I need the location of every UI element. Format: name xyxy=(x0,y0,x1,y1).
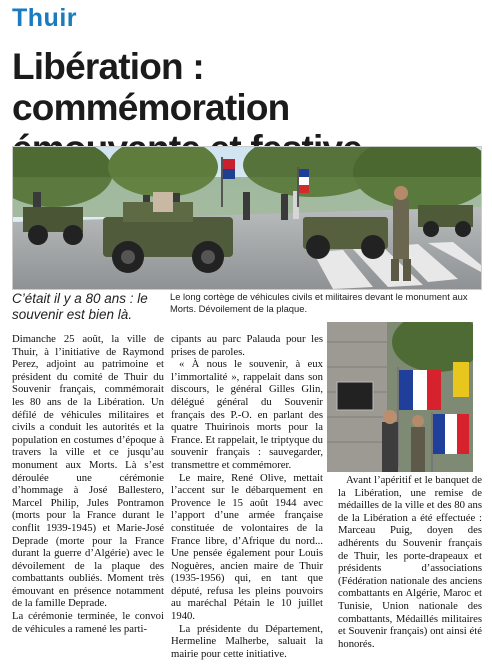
article-column-3 xyxy=(338,474,482,650)
paragraph: Dimanche 25 août, la ville de Thuir, à l’initiative de Raymond Perez, adjoint au patrimoine et président du comité de Thuir du Souvenir français, commémorait les 80 ans de la Libération. Un défilé de véhicules militaires et civils a conduit les autorités et la population en costumes d’époque à travers la ville et ce jusqu’au monument aux Morts. Là s’est déroulée une cérémonie d’hommage à José Ballestero, Marcel Philip, Jules Pontramon (morts pour la France durant le conflit 1939-1945) et Marie-José Deprade (morte pour la France durant la guerre d’Algérie) avec le dévoilement de la plaque des combattants oubliés. Moment très émouvant en présence notamment de la famille Deprade. xyxy=(12,333,164,610)
article-column-2 xyxy=(171,333,323,660)
paragraph: cipants au parc Palauda pour les prises de paroles. xyxy=(171,333,323,358)
main-photo-caption: Le long cortège de véhicules civils et militaires devant le monument aux Morts. Dévoilement de la plaque. xyxy=(170,291,468,314)
main-photo xyxy=(12,146,482,290)
paragraph: « À nous le souvenir, à eux l’immortalité », rappelait dans son discours, le général Gilles Glin, délégué général du Souvenir français des P.-O. en parlant des quatre Thuirinois morts pour la France. Et rappelait, le triptyque du souvenir français : sauvegarder, transmettre et commémorer. xyxy=(171,358,323,471)
article-column-1 xyxy=(12,333,164,635)
paragraph: Le maire, René Olive, mettait l’accent sur le débarquement en Provence le 15 août 1944 avec l’apport d’une armée française constituée de volontaires de la France libre, d’Afrique du nord... Une pensée également pour Louis Noguères, ancien maire de Thuir (1935-1956) qui, en tant que député, refusa les pleins pouvoirs au maréchal Pétain le 10 juillet 1940. xyxy=(171,471,323,623)
town-name: Thuir xyxy=(12,4,77,32)
headline: Libération : commémoration xyxy=(12,46,290,128)
kicker: C’était il y a 80 ans : le souvenir est bien là. xyxy=(12,291,148,322)
side-photo xyxy=(327,322,473,472)
paragraph: La cérémonie terminée, le convoi de véhicules a ramené les parti- xyxy=(12,610,164,635)
paragraph: La présidente du Département, Hermeline Malherbe, saluait la mairie pour cette initiative. xyxy=(171,622,323,660)
paragraph: Avant l’apéritif et le banquet de la Libération, une remise de médailles de la ville et des 80 ans de la Libération a été effectuée : Marceau Puig, doyen des adhérents du Souvenir français de Thuir, les porte-drapeaux et présidents d’associations (Fédération nationale des anciens combattants en Algérie, Maroc et Tunisie, Union nationale des combattants, Médaillés militaires et Souvenir français) ont ainsi été honorés. xyxy=(338,474,482,650)
